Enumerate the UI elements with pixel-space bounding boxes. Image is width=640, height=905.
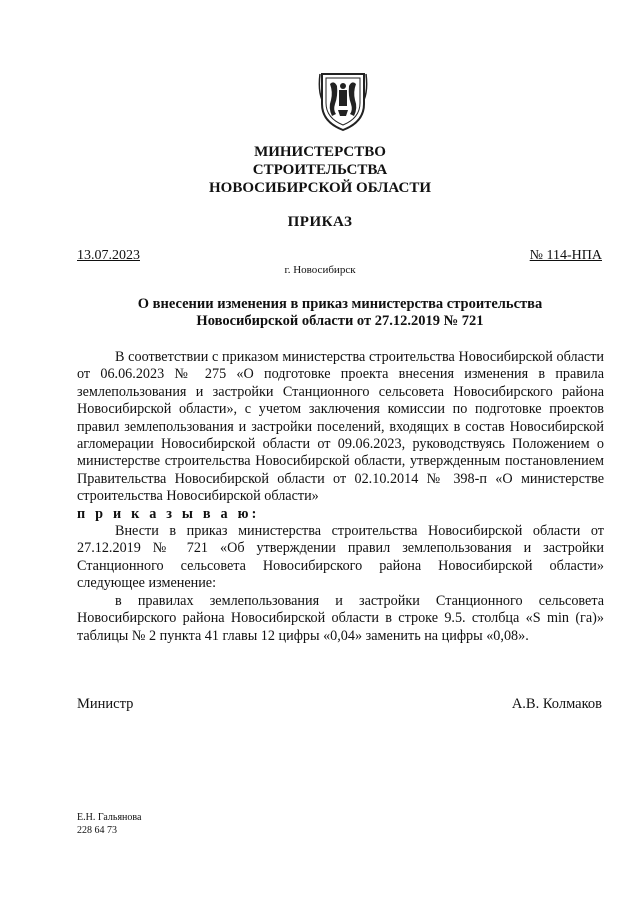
executor-info xyxy=(77,811,141,837)
paragraph-change: в правилах землепользования и застройки Станционного сельсовета Новосибирского района Новосибирской области в строке 9.5. столбца «S min (га)» таблицы № 2 пункта 41 главы 12 цифры «0,04» заменить на цифры «0,08». xyxy=(77,592,604,644)
executor-name: Е.Н. Гальянова xyxy=(77,812,142,823)
heading-line: О внесении изменения в приказ министерства строительства xyxy=(137,296,543,312)
novosibirsk-coat-of-arms-icon xyxy=(318,70,368,132)
document-body xyxy=(77,349,604,645)
paragraph-order: Внести в приказ министерства строительства Новосибирской области от 27.12.2019 № 721 «Об утверждении правил землепользования и застройки Станционного сельсовета Новосибирского района Новосибирской области» следующее изменение: xyxy=(77,523,604,592)
document-number: № 114-НПА xyxy=(529,248,602,263)
document-date: 13.07.2023 xyxy=(77,248,140,263)
ministry-line: НОВОСИБИРСКОЙ ОБЛАСТИ xyxy=(208,180,432,196)
ministry-line: СТРОИТЕЛЬСТВА xyxy=(252,162,388,178)
document-city: г. Новосибирск xyxy=(284,264,356,276)
decree-word: п р и к а з ы в а ю: xyxy=(77,505,260,522)
executor-phone: 228 64 73 xyxy=(77,825,117,836)
paragraph-preamble: В соответствии с приказом министерства строительства Новосибирской области от 06.06.2023 № 275 «О подготовке проекта внесения изменения в правила землепользования и застройки Станционного сельсовета Новосибирского района Новосибирской области», с учетом заключения комиссии по подготовке проектов правил землепользования и застройки поселений, входящих в состав Новосибирской агломерации Новосибирской области от 09.06.2023, руководствуясь Положением о министерстве строительства Новосибирской области, утвержденным постановлением Правительства Новосибирской области от 02.10.2014 № 398-п «О министерстве строительства Новосибирской области» xyxy=(77,349,604,505)
signatory-name: А.В. Колмаков xyxy=(511,696,602,712)
signatory-position: Министр xyxy=(77,696,134,712)
ministry-line: МИНИСТЕРСТВО xyxy=(254,144,386,160)
ministry-name xyxy=(0,143,640,197)
document-heading xyxy=(80,296,600,330)
heading-line: Новосибирской области от 27.12.2019 № 721 xyxy=(196,313,484,329)
document-type: ПРИКАЗ xyxy=(287,214,353,230)
